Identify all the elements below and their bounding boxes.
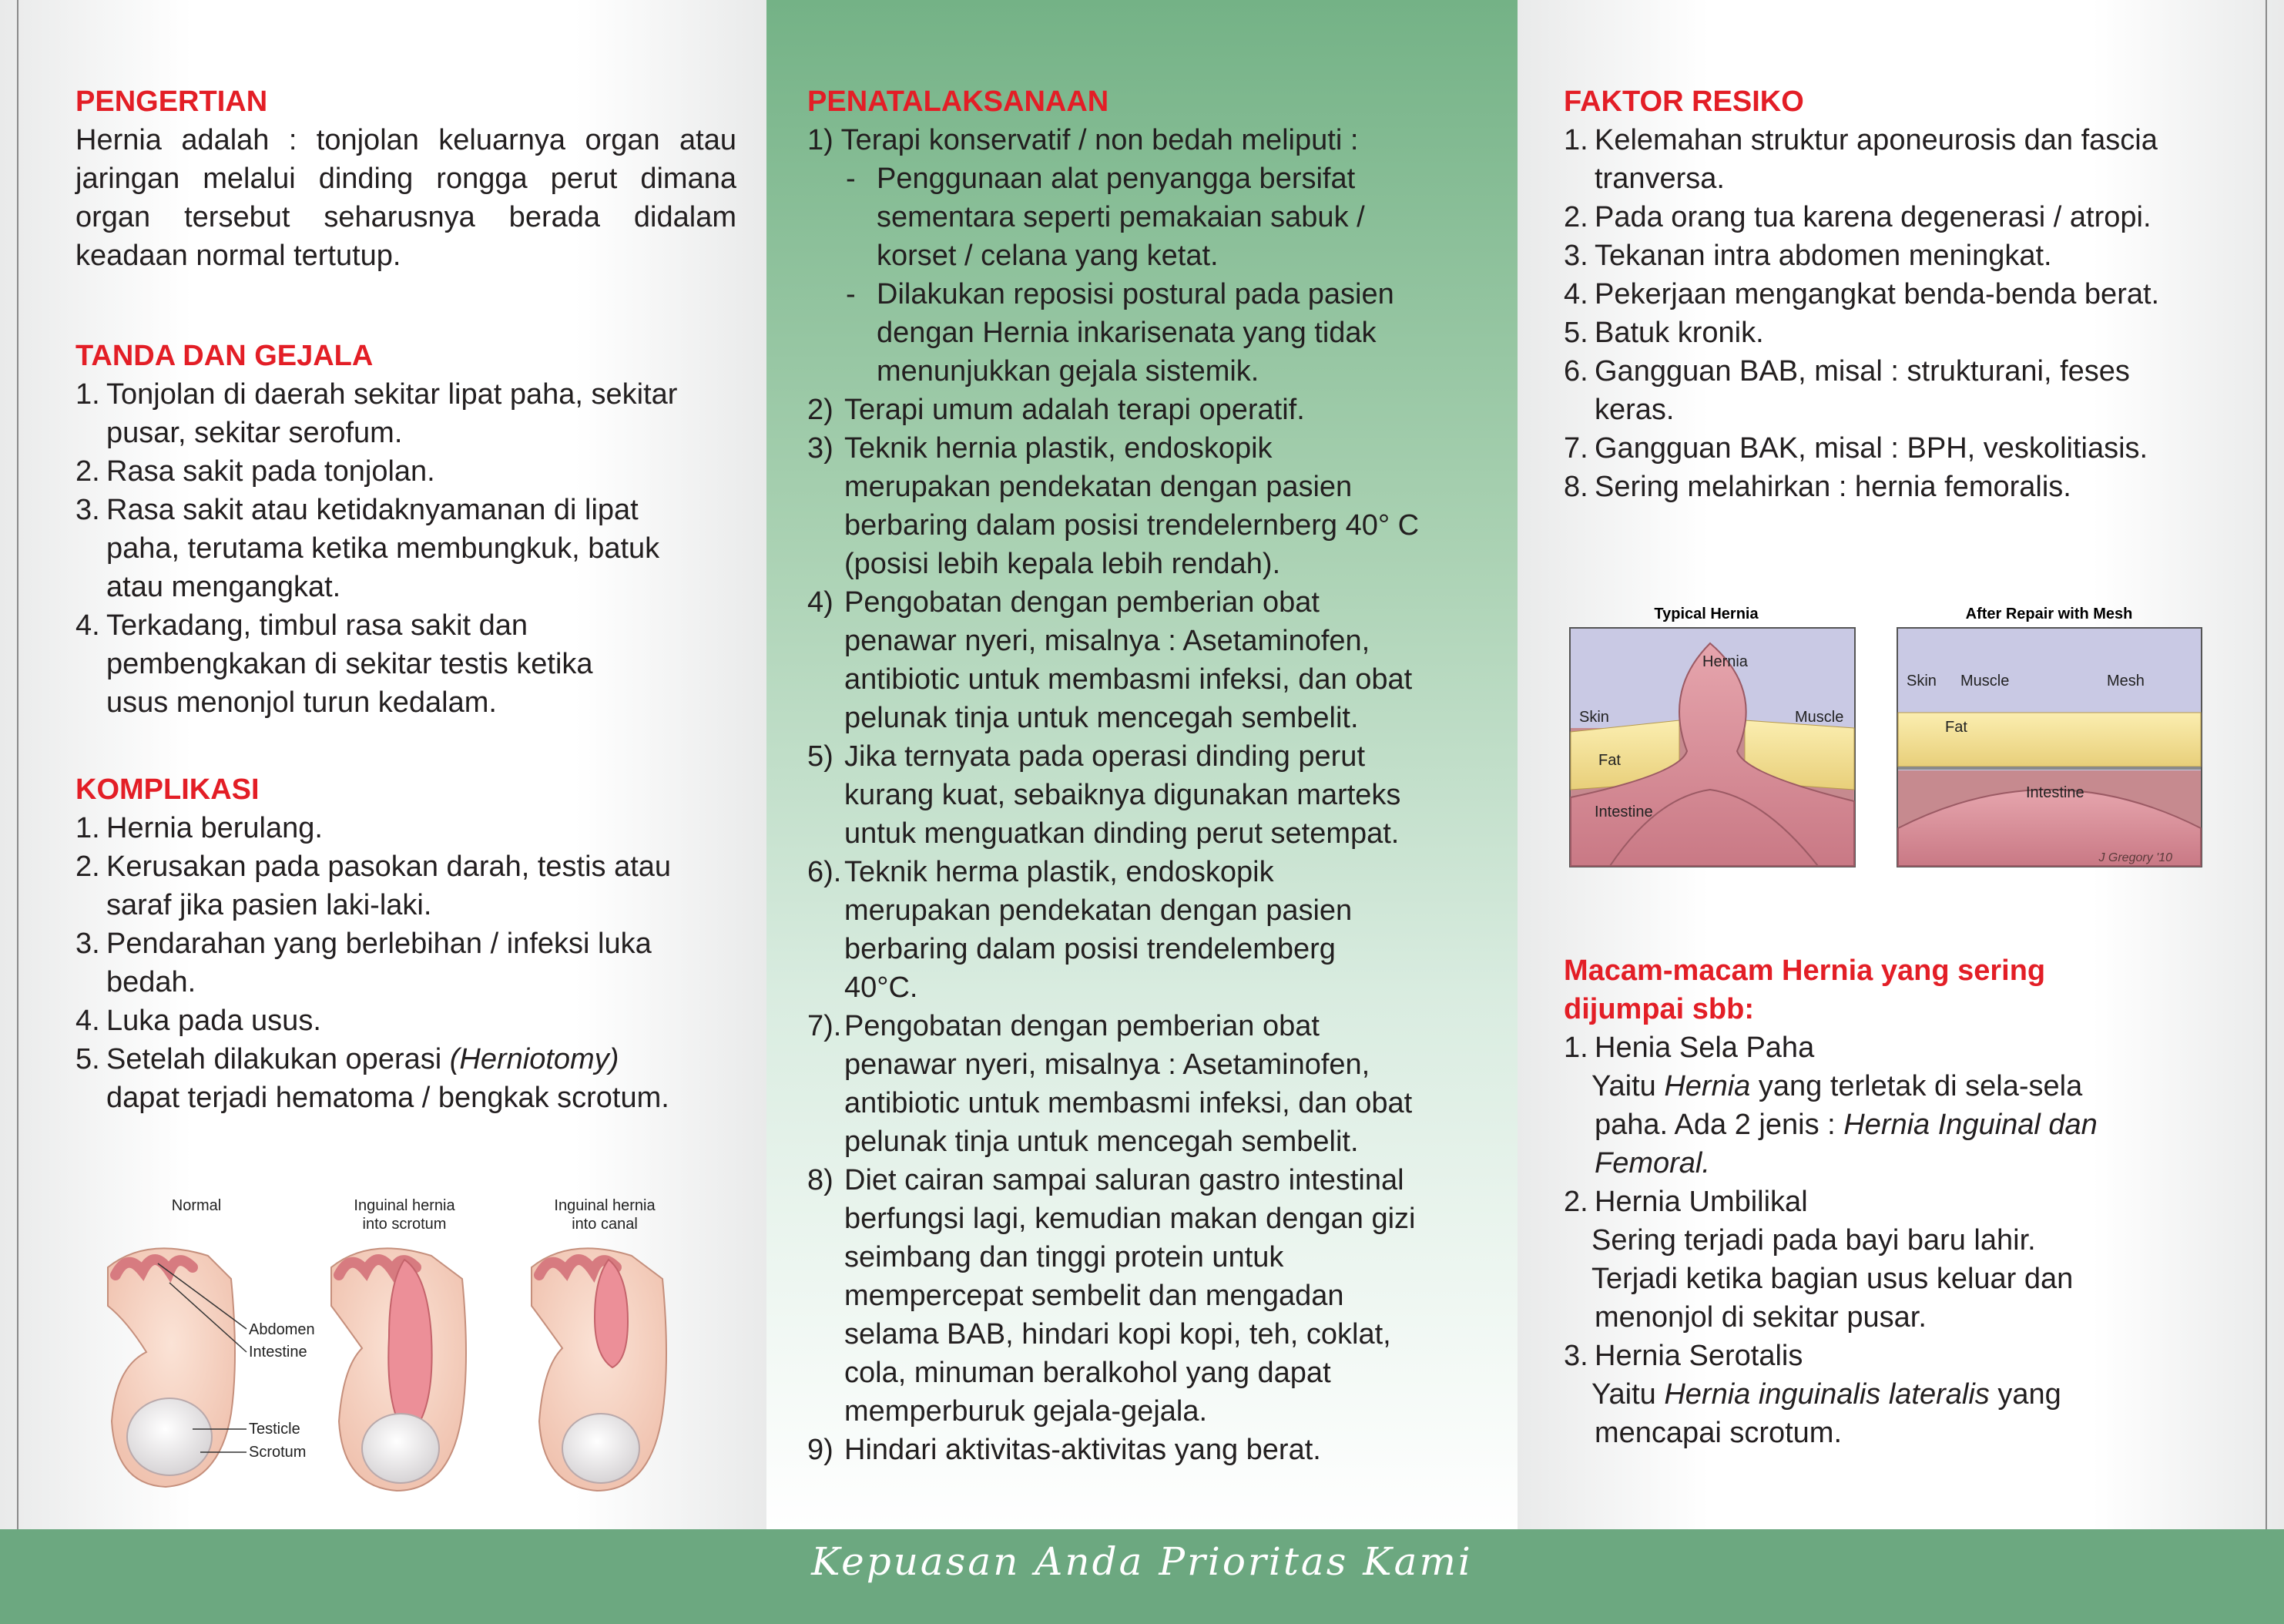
tanda-title: TANDA DAN GEJALA bbox=[75, 340, 374, 372]
list-item: 2. Kerusakan pada pasokan darah, testis atau saraf jika pasien laki-laki. bbox=[75, 851, 672, 921]
list-item: 4. Pekerjaan mengangkat benda-benda berat. bbox=[1564, 278, 2160, 310]
penatalaksanaan-section bbox=[807, 82, 1501, 1469]
list-item: 3. Rasa sakit atau ketidaknyamanan di lipat paha, terutama ketika membungkuk, batuk atau mengangkat. bbox=[75, 494, 660, 603]
macam-title-2: dijumpai sbb: bbox=[1564, 993, 1754, 1025]
hernia-type-1-desc: Yaitu Hernia yang terletak di sela-sela bbox=[1591, 1070, 2083, 1102]
list-item: 6. Gangguan BAB, misal : strukturani, feses keras. bbox=[1564, 355, 2130, 426]
skin-label-repair: Skin bbox=[1907, 673, 1937, 690]
therapy-item-1: 1) Terapi konservatif / non bedah meliputi : bbox=[807, 124, 1359, 156]
therapy-list bbox=[807, 391, 1501, 1469]
fat-label-repair: Fat bbox=[1945, 719, 1967, 736]
muscle-label: Muscle bbox=[1795, 709, 1844, 726]
macam-title: Macam-macam Hernia yang sering bbox=[1564, 955, 2046, 987]
hernia-repair-figure bbox=[1564, 597, 2211, 874]
scrotum-label: Scrotum bbox=[249, 1444, 307, 1461]
list-item: 6). Teknik herma plastik, endoskopik merupakan pendekatan dengan pasien berbaring dalam posisi trendelemberg 40°C. bbox=[807, 856, 1353, 1004]
list-item: - Penggunaan alat penyangga bersifat sementara seperti pemakaian sabuk / korset / celana yang ketat. bbox=[846, 163, 1365, 272]
hernia-type-1-desc-3: Femoral. bbox=[1595, 1147, 1710, 1179]
testicle-label: Testicle bbox=[249, 1421, 300, 1438]
list-item: 7). Pengobatan dengan pemberian obat penawar nyeri, misalnya : Asetaminofen, antibiotic untuk membasmi infeksi, dan obat pelunak tinja untuk mencegah sembelit. bbox=[807, 1010, 1413, 1158]
hernia-type-3: 3. Hernia Serotalis bbox=[1564, 1340, 1803, 1372]
pengertian-line: jaringan melalui dinding rongga perut dimana bbox=[75, 163, 736, 195]
hernia-label: Hernia bbox=[1702, 653, 1748, 670]
canal-hernia-label: Inguinal hernia bbox=[554, 1197, 656, 1214]
list-item: 4. Terkadang, timbul rasa sakit dan pembengkakan di sekitar testis ketika usus menonjol turun kedalam. bbox=[75, 609, 593, 719]
hernia-type-1: 1. Henia Sela Paha bbox=[1564, 1032, 1815, 1064]
komplikasi-list bbox=[75, 809, 753, 1117]
faktor-title: FAKTOR RESIKO bbox=[1564, 86, 1804, 118]
hernia-type-2-desc-3: menonjol di sekitar pusar. bbox=[1595, 1301, 1927, 1334]
inguinal-hernia-figure bbox=[85, 1183, 716, 1498]
typical-hernia-title: Typical Hernia bbox=[1654, 606, 1759, 622]
list-item: 7. Gangguan BAK, misal : BPH, veskolitiasis. bbox=[1564, 432, 2148, 465]
list-item: 2. Pada orang tua karena degenerasi / atropi. bbox=[1564, 201, 2152, 233]
repair-title: After Repair with Mesh bbox=[1965, 606, 2133, 622]
hernia-type-1-desc-2: paha. Ada 2 jenis : Hernia Inguinal dan bbox=[1595, 1109, 2098, 1141]
normal-anatomy bbox=[108, 1248, 315, 1487]
canal-hernia-anatomy bbox=[532, 1248, 666, 1491]
list-item: 8. Sering melahirkan : hernia femoralis. bbox=[1564, 471, 2071, 503]
faktor-section bbox=[1564, 82, 2257, 506]
pengertian-line: keadaan normal tertutup. bbox=[75, 240, 401, 272]
repair-panel bbox=[1897, 628, 2202, 867]
tanda-section bbox=[75, 337, 753, 722]
list-item: - Dilakukan reposisi postural pada pasien dengan Hernia inkarisenata yang tidak menunjukkan gejala sistemik. bbox=[846, 278, 1394, 388]
intestine-label-typical: Intestine bbox=[1595, 804, 1653, 820]
list-item: 4. Luka pada usus. bbox=[75, 1005, 321, 1037]
pengertian-line: Hernia adalah : tonjolan keluarnya organ atau bbox=[75, 124, 736, 156]
list-item: 1. Hernia berulang. bbox=[75, 812, 323, 844]
illustrator-signature: J Gregory '10 bbox=[2098, 851, 2172, 864]
scrotum-hernia-label-2: into scrotum bbox=[362, 1216, 447, 1233]
list-item: 9) Hindari aktivitas-aktivitas yang berat. bbox=[807, 1434, 1321, 1466]
penatalaksanaan-title: PENATALAKSANAAN bbox=[807, 86, 1109, 118]
normal-label: Normal bbox=[171, 1197, 222, 1214]
hernia-type-2: 2. Hernia Umbilikal bbox=[1564, 1186, 1808, 1218]
fat-label: Fat bbox=[1598, 752, 1621, 769]
hernia-type-3-desc-2: mencapai scrotum. bbox=[1595, 1417, 1843, 1449]
list-item: 8) Diet cairan sampai saluran gastro intestinal berfungsi lagi, kemudian makan dengan gizi seimbang dan tinggi protein untuk mempercepat sembelit dan mengadan selama BAB, hindari kopi kopi, teh, coklat, cola, minuman beralkohol yang dapat memperburuk gejala-gejala. bbox=[807, 1164, 1416, 1428]
hernia-type-2-desc-2: Terjadi ketika bagian usus keluar dan bbox=[1591, 1263, 2074, 1295]
hernia-type-3-desc: Yaitu Hernia inguinalis lateralis yang bbox=[1591, 1378, 2061, 1411]
footer-tagline: Kepuasan Anda Prioritas Kami bbox=[811, 1539, 1473, 1584]
list-item: 1. Tonjolan di daerah sekitar lipat paha, sekitar pusar, sekitar serofum. bbox=[75, 378, 678, 449]
list-item: 1. Kelemahan struktur aponeurosis dan fascia tranversa. bbox=[1564, 124, 2158, 195]
muscle-label-repair: Muscle bbox=[1960, 673, 2010, 690]
komplikasi-section bbox=[75, 770, 753, 1117]
scrotum-hernia-anatomy bbox=[331, 1248, 466, 1491]
list-item: 4) Pengobatan dengan pemberian obat penawar nyeri, misalnya : Asetaminofen, antibiotic untuk membasmi infeksi, dan obat pelunak tinja untuk mencegah sembelit. bbox=[807, 586, 1413, 734]
list-item: 5. Setelah dilakukan operasi (Herniotomy) dapat terjadi hematoma / bengkak scrotum. bbox=[75, 1043, 669, 1114]
faktor-list bbox=[1564, 121, 2257, 506]
therapy-sublist bbox=[846, 159, 1501, 391]
typical-hernia-panel bbox=[1570, 628, 1855, 867]
list-item: 3) Teknik hernia plastik, endoskopik merupakan pendekatan dengan pasien berbaring dalam posisi trendelernberg 40° C (posisi lebih kepala lebih rendah). bbox=[807, 432, 1420, 580]
list-item: 2. Rasa sakit pada tonjolan. bbox=[75, 455, 435, 488]
list-item: 3. Pendarahan yang berlebihan / infeksi luka bedah. bbox=[75, 928, 652, 998]
komplikasi-title: KOMPLIKASI bbox=[75, 773, 260, 806]
list-item: 2) Terapi umum adalah terapi operatif. bbox=[807, 394, 1305, 426]
hernia-type-2-desc: Sering terjadi pada bayi baru lahir. bbox=[1591, 1224, 2036, 1257]
scrotum-hernia-label: Inguinal hernia bbox=[354, 1197, 455, 1214]
list-item: 5. Batuk kronik. bbox=[1564, 317, 1764, 349]
canal-hernia-label-2: into canal bbox=[572, 1216, 638, 1233]
pengertian-section bbox=[75, 82, 736, 275]
mesh-label: Mesh bbox=[2107, 673, 2145, 690]
pengertian-title: PENGERTIAN bbox=[75, 86, 268, 118]
list-item: 5) Jika ternyata pada operasi dinding perut kurang kuat, sebaiknya digunakan marteks untuk menguatkan dinding perut setempat. bbox=[807, 740, 1401, 850]
list-item: 3. Tekanan intra abdomen meningkat. bbox=[1564, 240, 2052, 272]
macam-section bbox=[1564, 951, 2257, 1452]
abdomen-label: Abdomen bbox=[249, 1321, 315, 1338]
intestine-label: Intestine bbox=[249, 1344, 307, 1361]
pengertian-line: organ tersebut seharusnya berada didalam bbox=[75, 201, 736, 233]
intestine-label-repair: Intestine bbox=[2026, 784, 2084, 801]
skin-label: Skin bbox=[1579, 709, 1609, 726]
tanda-list bbox=[75, 375, 753, 722]
